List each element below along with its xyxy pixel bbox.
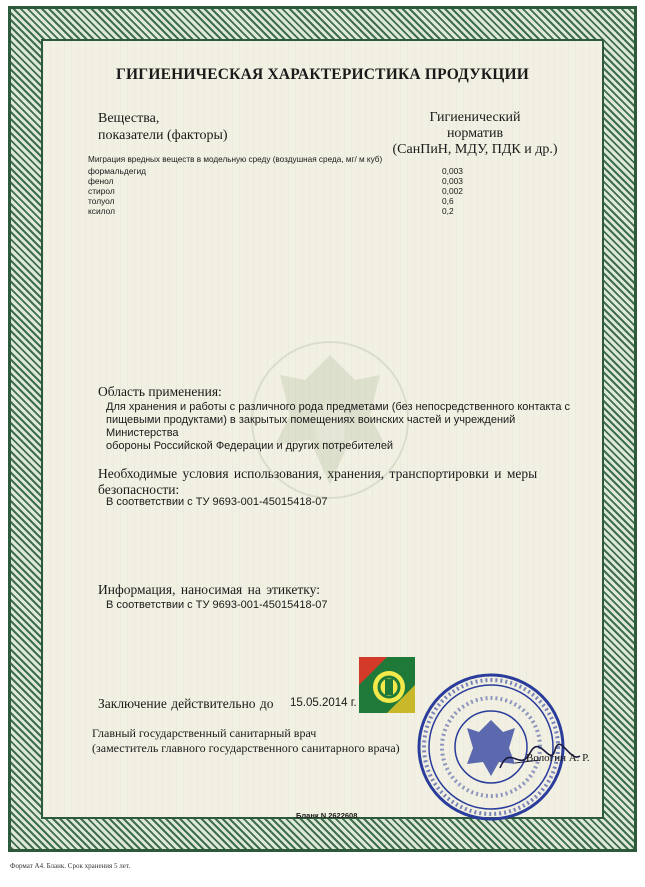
substance-row <box>88 166 463 176</box>
substance-name: ксилол <box>88 206 115 216</box>
chief-doctor-title: Главный государственный санитарный врач <box>92 726 317 740</box>
application-text: Для хранения и работы с различного рода предметами (без непосредственного контакта с пищевыми продуктами) в закрытых помещениях воинских частей и учреждений Министерства обороны Российской Федерации и других потребителей <box>106 401 571 452</box>
substance-name: стирол <box>88 186 115 196</box>
chief-doctor-deputy: (заместитель главного государственного санитарного врача) <box>92 741 400 755</box>
blank-number: Бланк N 2622608 <box>296 811 358 820</box>
substance-row <box>88 186 463 196</box>
substance-value: 0,003 <box>442 166 463 176</box>
conclusion-date: 15.05.2014 г. <box>290 697 357 709</box>
conditions-text: В соответствии с ТУ 9693-001-45015418-07 <box>106 496 328 508</box>
hologram-sticker <box>357 655 417 715</box>
signer-name: Вологин А. Р. <box>526 752 590 764</box>
norm-column-header: Гигиенический норматив (СанПиН, МДУ, ПДК и др.) <box>392 110 558 157</box>
application-heading: Область применения: <box>98 384 222 399</box>
label-info-heading: Информация, наносимая на этикетку: <box>98 582 320 597</box>
substance-name: формальдегид <box>88 166 147 176</box>
substances-column-header: Вещества, показатели (факторы) <box>98 111 228 143</box>
format-footer: Формат А4. Бланк. Срок хранения 5 лет. <box>10 862 131 870</box>
substance-row <box>88 196 454 206</box>
document-title: ГИГИЕНИЧЕСКАЯ ХАРАКТЕРИСТИКА ПРОДУКЦИИ <box>115 66 530 83</box>
conditions-heading: Необходимые условия использования, хранения, транспортировки и меры безопасности: <box>98 466 538 497</box>
substance-value: 0,003 <box>442 176 463 186</box>
substance-name: фенол <box>88 176 114 186</box>
migration-title: Миграция вредных веществ в модельную среду (воздушная среда, мг/ м куб) <box>88 155 383 164</box>
substance-row <box>88 176 463 186</box>
substance-row <box>88 206 454 216</box>
substance-value: 0,6 <box>442 196 454 206</box>
substance-value: 0,2 <box>442 206 454 216</box>
substance-value: 0,002 <box>442 186 463 196</box>
label-info-text: В соответствии с ТУ 9693-001-45015418-07 <box>106 599 328 611</box>
conclusion-label: Заключение действительно до <box>98 696 274 711</box>
substance-name: толуол <box>88 196 115 206</box>
